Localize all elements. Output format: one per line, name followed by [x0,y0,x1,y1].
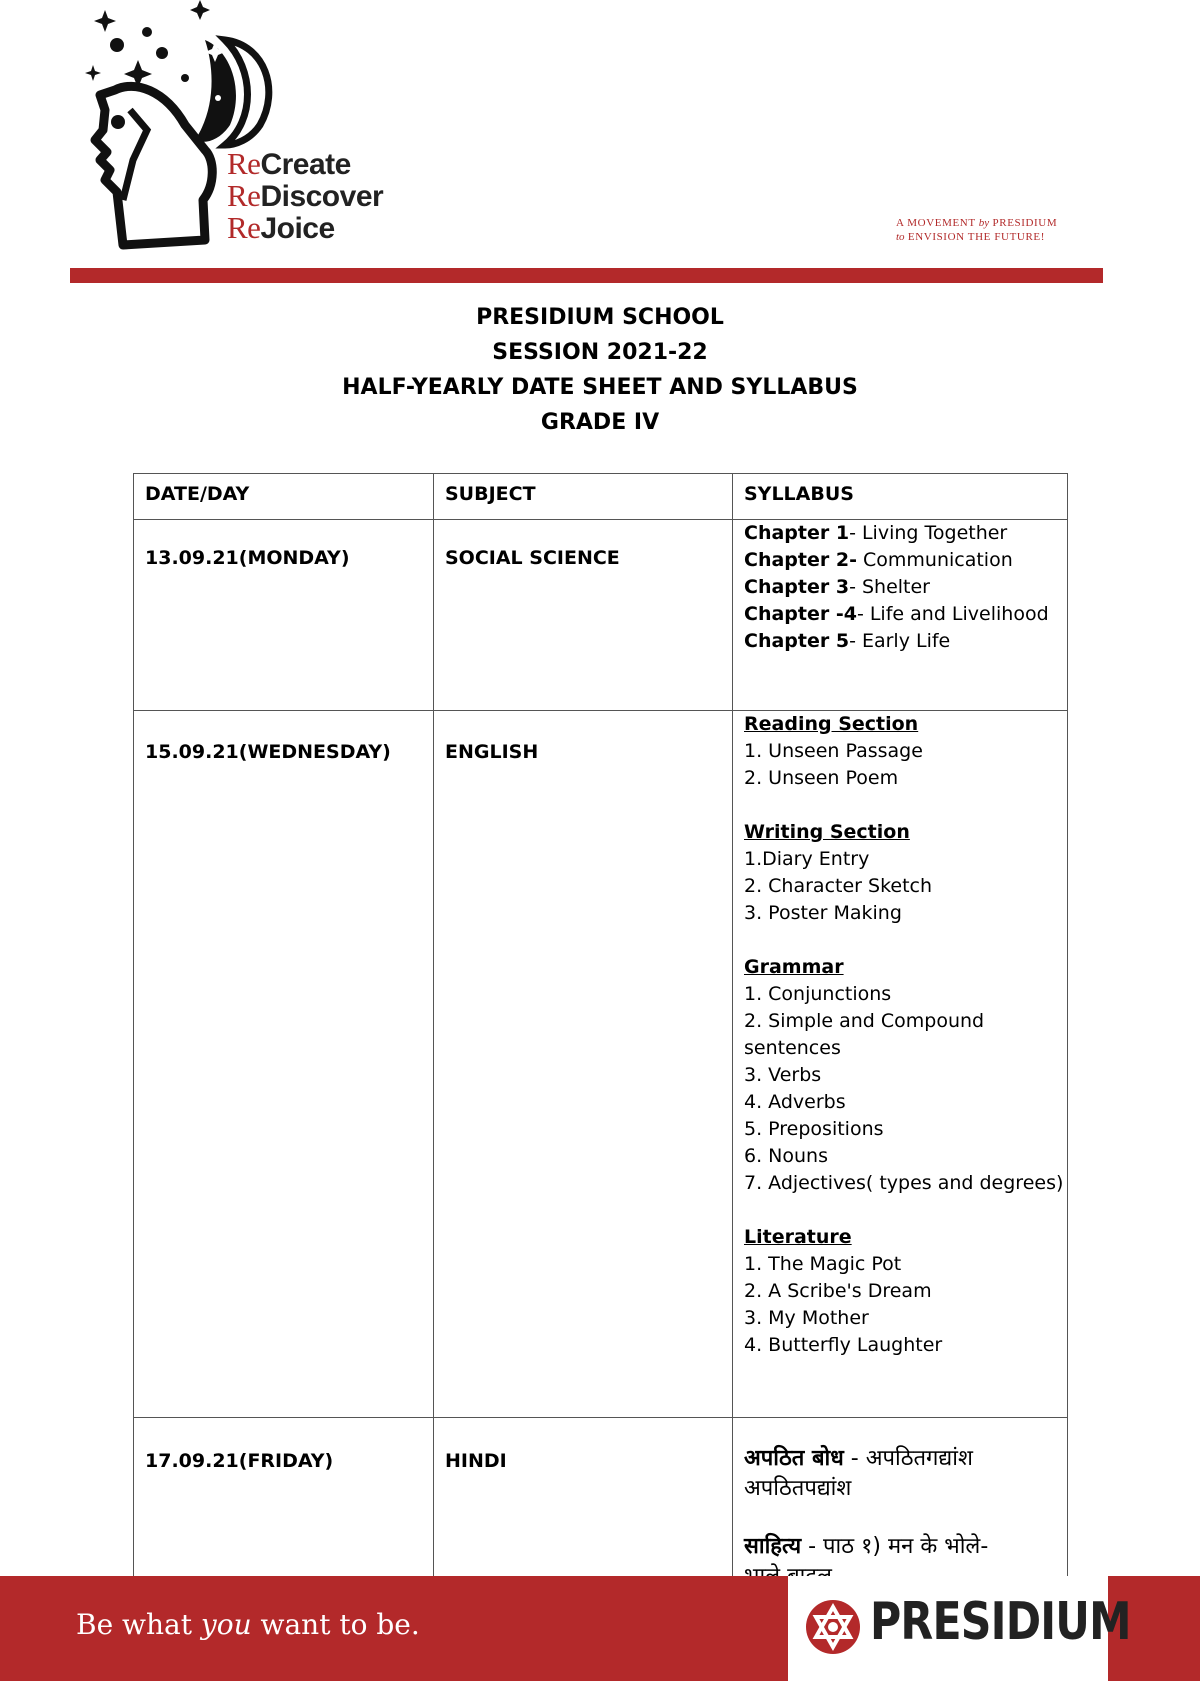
logo-discover: Discover [260,180,384,213]
syllabus-line: sentences [744,1037,841,1059]
header-date-day: DATE/DAY [134,474,434,520]
logo-re-3: Re [227,210,261,245]
syllabus-line: 3. Poster Making [744,902,902,924]
syllabus-line: 2. Unseen Poem [744,767,899,789]
footer-brand-panel [788,1576,1131,1681]
syllabus-line: 2. Simple and Compound [744,1010,985,1032]
grade-label: GRADE IV [540,410,660,435]
table-row [134,520,1068,711]
syllabus-line: Chapter 5- Early Life [744,630,951,652]
section-heading-grammar: Grammar [744,956,844,978]
syllabus-line: 1. Unseen Passage [744,740,923,762]
syllabus-cell [733,711,1068,1418]
subject-cell: HINDI [434,1418,733,1627]
datesheet-table [133,473,1068,1627]
tagline-envision: ENVISION THE FUTURE! [904,231,1045,243]
syllabus-line: 2. A Scribe's Dream [744,1280,932,1302]
logo-wordmark [227,148,383,244]
logo-joice: Joice [260,212,335,245]
subject-cell: SOCIAL SCIENCE [434,520,733,711]
syllabus-line: 1. The Magic Pot [744,1253,902,1275]
syllabus-line: Chapter 2- Communication [744,549,1013,571]
presidium-wordmark: PRESIDIUM [870,1592,1131,1652]
tagline-by: by [978,217,990,229]
logo-re-1: Re [227,146,261,181]
date-cell: 15.09.21(WEDNESDAY) [134,711,434,1418]
syllabus-line: 5. Prepositions [744,1118,884,1140]
tagline-to: to [896,231,905,243]
date-cell: 17.09.21(FRIDAY) [134,1418,434,1627]
syllabus-line: 1. Conjunctions [744,983,892,1005]
syllabus-line: 6. Nouns [744,1145,828,1167]
tagline [896,216,1057,244]
header-divider-bar [70,268,1103,283]
syllabus-line: 7. Adjectives( types and degrees) [744,1172,1064,1194]
header-syllabus: SYLLABUS [733,474,1068,520]
section-heading-literature: Literature [744,1226,852,1248]
syllabus-line: अपठितपद्यांश [744,1476,852,1501]
syllabus-line: अपठित बोध - अपठितगद्यांश [744,1446,973,1471]
table-header-row [134,474,1068,520]
table-row [134,711,1068,1418]
subject-cell: ENGLISH [434,711,733,1418]
footer-band [0,1576,1200,1681]
syllabus-line: 3. My Mother [744,1307,869,1329]
section-heading-reading: Reading Section [744,713,919,735]
syllabus-line: Chapter -4- Life and Livelihood [744,603,1049,625]
session-label: SESSION 2021-22 [492,340,708,365]
recreate-logo [55,0,455,255]
syllabus-line: 3. Verbs [744,1064,822,1086]
syllabus-line: Chapter 1- Living Together [744,522,1008,544]
footer-slogan: Be what you want to be. [76,1608,420,1641]
tagline-presidium: PRESIDIUM [989,217,1058,229]
date-cell: 13.09.21(MONDAY) [134,520,434,711]
syllabus-cell [733,520,1068,711]
header-subject: SUBJECT [434,474,733,520]
document-title [0,300,1200,440]
school-name: PRESIDIUM SCHOOL [476,305,724,330]
logo-create: Create [260,148,351,181]
syllabus-line: Chapter 3- Shelter [744,576,930,598]
logo-re-2: Re [227,178,261,213]
syllabus-line: 4. Butterfly Laughter [744,1334,943,1356]
tagline-movement: A MOVEMENT [896,217,979,229]
section-heading-writing: Writing Section [744,821,910,843]
syllabus-line: 4. Adverbs [744,1091,846,1113]
syllabus-line: 2. Character Sketch [744,875,933,897]
datesheet-heading: HALF-YEARLY DATE SHEET AND SYLLABUS [342,375,858,400]
presidium-star-icon [804,1598,862,1656]
syllabus-line: 1.Diary Entry [744,848,870,870]
syllabus-line: साहित्य - पाठ १) मन के भोले- [744,1534,989,1559]
